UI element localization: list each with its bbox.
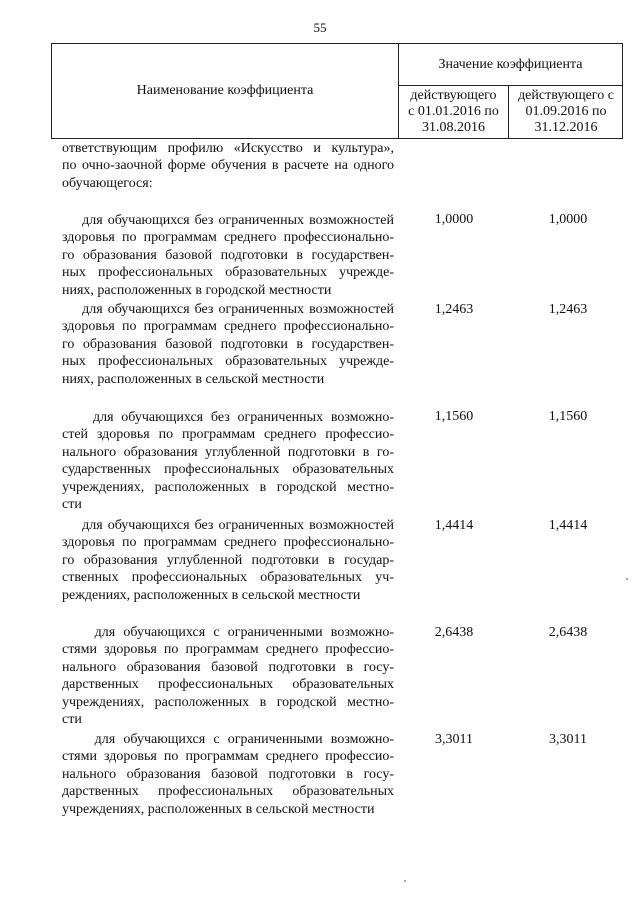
row-line: для обучающихся без ограниченных возможностей (62, 213, 394, 228)
page-number: 55 (313, 20, 327, 35)
row-line: го образования углубленной подготовки в государ- (62, 552, 394, 568)
row-line: нального образования углубленной подготовки в го- (62, 444, 394, 460)
intro-line: ответствующим профилю «Искусство и культура», (62, 141, 394, 156)
coefficient-value-header: Значение коэффициента (399, 44, 622, 86)
value-period-2: 1,4414 (548, 518, 588, 533)
row-line: для обучающихся без ограниченных возможностей (62, 518, 394, 533)
intro-line: обучающегося: (62, 175, 153, 191)
row-line: стями здоровья по программам среднего профессио- (62, 749, 394, 765)
row-line: для обучающихся с ограниченными возможно- (62, 625, 394, 640)
row-line: учреждениях, расположенных в сельской местности (62, 801, 375, 817)
row-line: здоровья по программам среднего профессионально- (62, 230, 394, 246)
value-period-1: 1,0000 (434, 212, 474, 227)
row-line: здоровья по программам среднего профессионально- (62, 535, 394, 551)
row-line: го образования базовой подготовки в государствен- (62, 336, 394, 352)
value-period-2: 1,0000 (548, 212, 588, 227)
row-line: ниях, расположенных в сельской местности (62, 371, 325, 387)
coefficient-row-text (62, 301, 394, 388)
period-1-header-line: с 01.01.2016 по (408, 104, 499, 119)
period-2-header-line: 01.09.2016 по (525, 104, 607, 119)
row-line: ных профессиональных образовательных учрежде- (62, 265, 394, 281)
row-line: для обучающихся с ограниченными возможно- (62, 732, 394, 747)
row-line: для обучающихся без ограниченных возможностей (62, 302, 394, 317)
coefficient-row-text (62, 517, 394, 604)
period-2-header-line: действующего с (518, 88, 614, 103)
row-line: нального образования базовой подготовки в госу- (62, 659, 394, 675)
row-line: стей здоровья по программам среднего профессио- (62, 427, 394, 443)
row-line: дарственных профессиональных образовательных (62, 784, 394, 800)
row-line: сти (62, 497, 82, 513)
row-line: дарственных профессиональных образовательных (62, 677, 394, 693)
period-1-header-line: действующего (410, 88, 497, 103)
period-1-header-line: 31.08.2016 (422, 120, 485, 135)
row-line: ственных профессиональных образовательных уч- (62, 570, 394, 586)
value-period-1: 1,2463 (434, 302, 474, 317)
row-line: учреждениях, расположенных в городской местно- (62, 694, 394, 710)
period-1-header (399, 86, 509, 138)
value-period-2: 3,3011 (549, 732, 587, 747)
coefficient-row-text (62, 212, 394, 299)
row-line: ных профессиональных образовательных учрежде- (62, 354, 394, 370)
row-line: стями здоровья по программам среднего профессио- (62, 642, 394, 658)
row-line: для обучающихся без ограниченных возможно- (62, 410, 394, 425)
row-line: ниях, расположенных в городской местности (62, 282, 332, 298)
row-line: го образования базовой подготовки в государствен- (62, 247, 394, 263)
row-line: нального образования базовой подготовки в госу- (62, 766, 394, 782)
coefficient-row-text (62, 731, 394, 818)
value-period-2: 1,2463 (548, 302, 588, 317)
row-line: реждениях, расположенных в сельской местности (62, 587, 361, 603)
row-line: учреждениях, расположенных в городской местно- (62, 479, 394, 495)
coefficient-row-text (62, 409, 394, 513)
scan-speck (626, 578, 628, 580)
row-line: сударственных профессиональных образовательных (62, 462, 394, 478)
value-period-2: 1,1560 (548, 409, 588, 424)
coefficient-name-header: Наименование коэффициента (136, 83, 314, 98)
period-2-header-line: 31.12.2016 (534, 120, 598, 135)
row-line: здоровья по программам среднего профессионально- (62, 319, 394, 335)
scan-speck (404, 880, 406, 882)
value-period-1: 1,4414 (434, 518, 474, 533)
value-period-2: 2,6438 (548, 625, 588, 640)
period-2-header (510, 86, 622, 138)
coefficient-row-text (62, 624, 394, 728)
intro-text (62, 140, 394, 192)
value-period-1: 2,6438 (434, 625, 474, 640)
value-period-1: 3,3011 (435, 732, 473, 747)
intro-line: по очно-заочной форме обучения в расчете на одного (62, 158, 394, 174)
table-header (51, 43, 623, 139)
value-period-1: 1,1560 (434, 409, 474, 424)
row-line: сти (62, 712, 82, 728)
